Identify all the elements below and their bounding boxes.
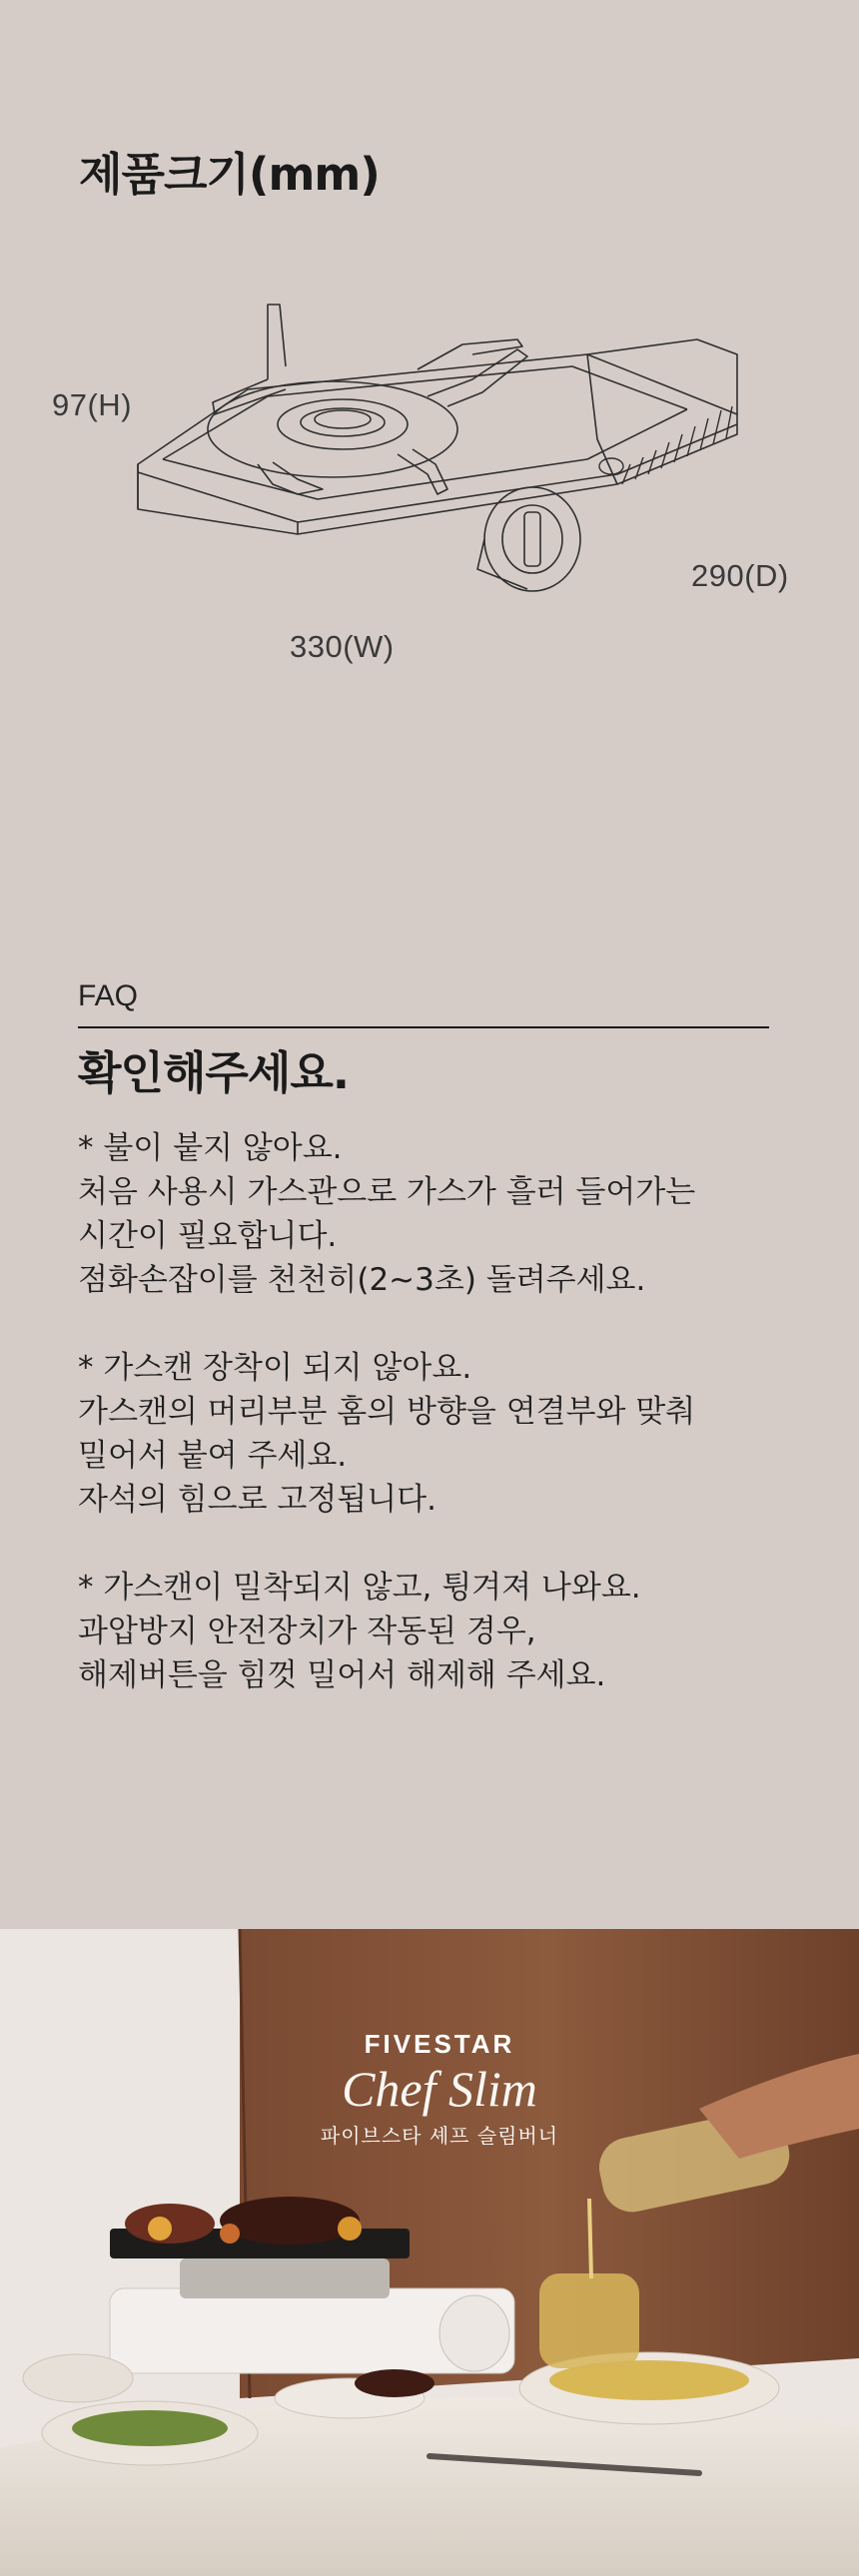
product-lifestyle-photo <box>0 1929 859 2576</box>
faq-answer-line: 자석의 힘으로 고정됩니다. <box>78 1482 436 1518</box>
height-dimension-label: 97(H) <box>52 387 133 422</box>
faq-heading: 확인해주세요. <box>78 1046 349 1099</box>
brand-logo: FIVESTAR <box>364 2029 515 2059</box>
faq-label: FAQ <box>78 979 139 1012</box>
faq-answer-line: 시간이 필요합니다. <box>78 1218 338 1254</box>
stove-line-drawing <box>118 285 767 614</box>
product-subtitle: 파이브스타 셰프 슬림버너 <box>320 2124 559 2148</box>
photo-scene <box>0 1929 859 2576</box>
faq-answer-line: 처음 사용시 가스관으로 가스가 흘러 들어가는 <box>78 1174 696 1210</box>
width-dimension-label: 330(W) <box>290 629 395 664</box>
faq-answer-line: 과압방지 안전장치가 작동된 경우, <box>78 1613 536 1649</box>
brand-lockup <box>310 2029 569 2149</box>
size-section-title: 제품크기(mm) <box>79 148 380 201</box>
faq-item-can-mount <box>78 1346 777 1522</box>
depth-dimension-label: 290(D) <box>691 558 789 593</box>
faq-answer-line: 가스캔의 머리부분 홈의 방향을 연결부와 맞춰 <box>78 1394 696 1430</box>
product-name-script: Chef Slim <box>342 2061 537 2117</box>
faq-item-can-ejects <box>78 1566 777 1697</box>
faq-answer-line: 점화손잡이를 천천히(2~3초) 돌려주세요. <box>78 1262 646 1298</box>
faq-divider <box>78 1026 769 1028</box>
faq-answer-line: 해제버튼을 힘껏 밀어서 해제해 주세요. <box>78 1657 606 1693</box>
faq-question: * 불이 붙지 않아요. <box>78 1130 343 1166</box>
faq-answer-line: 밀어서 붙여 주세요. <box>78 1438 348 1474</box>
faq-question: * 가스캔이 밀착되지 않고, 튕겨져 나와요. <box>78 1570 641 1606</box>
faq-list <box>78 1126 777 1741</box>
faq-item-no-ignition <box>78 1126 777 1302</box>
faq-question: * 가스캔 장착이 되지 않아요. <box>78 1350 472 1386</box>
